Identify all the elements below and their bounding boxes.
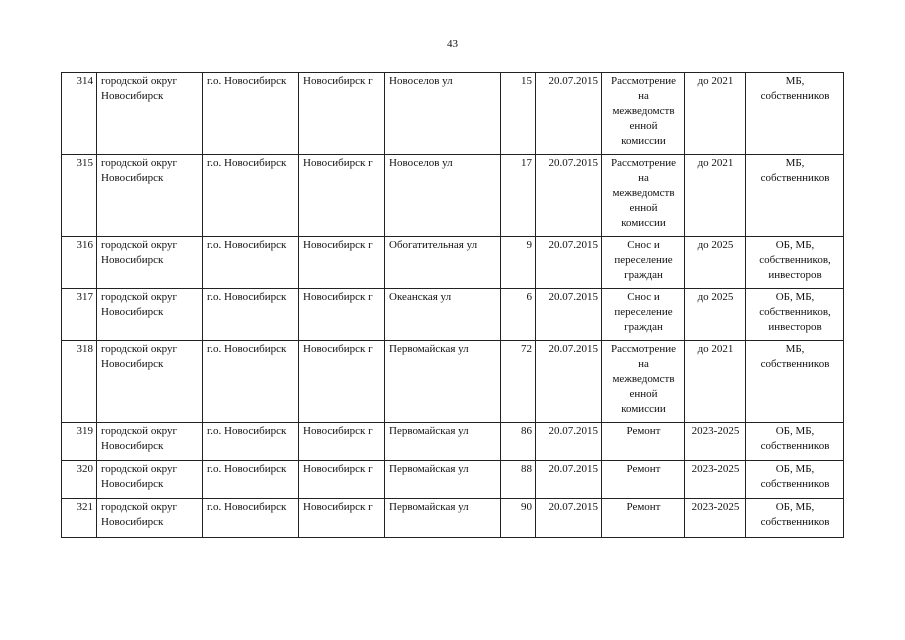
page-number: 43 [447,38,458,50]
date-cell: 20.07.2015 [536,155,602,237]
street-cell: Первомайская ул [385,423,501,461]
municipality-cell: городской округ Новосибирск [97,155,203,237]
street-cell: Океанская ул [385,289,501,341]
term-cell: до 2025 [685,237,746,289]
term-cell: 2023-2025 [685,499,746,538]
table-row [62,461,844,499]
date-cell: 20.07.2015 [536,289,602,341]
street-cell: Новоселов ул [385,155,501,237]
measure-cell: Рассмотрение на межведомств енной комиссии [602,155,685,237]
measure-cell: Рассмотрение на межведомств енной комиссии [602,341,685,423]
measure-cell: Снос и переселение граждан [602,289,685,341]
row-number: 316 [62,237,97,289]
locality-cell: Новосибирск г [299,423,385,461]
settlement-type-cell: г.о. Новосибирск [203,423,299,461]
row-number: 321 [62,499,97,538]
street-cell: Обогатительная ул [385,237,501,289]
settlement-type-cell: г.о. Новосибирск [203,499,299,538]
locality-cell: Новосибирск г [299,155,385,237]
term-cell: 2023-2025 [685,461,746,499]
street-cell: Первомайская ул [385,499,501,538]
house-number-cell: 17 [501,155,536,237]
term-cell: 2023-2025 [685,423,746,461]
municipality-cell: городской округ Новосибирск [97,423,203,461]
funding-source-cell: МБ, собственников [746,341,844,423]
settlement-type-cell: г.о. Новосибирск [203,341,299,423]
table-row [62,289,844,341]
term-cell: до 2025 [685,289,746,341]
municipality-cell: городской округ Новосибирск [97,289,203,341]
row-number: 315 [62,155,97,237]
date-cell: 20.07.2015 [536,341,602,423]
municipality-cell: городской округ Новосибирск [97,73,203,155]
measure-cell: Снос и переселение граждан [602,237,685,289]
measure-cell: Ремонт [602,423,685,461]
row-number: 319 [62,423,97,461]
locality-cell: Новосибирск г [299,499,385,538]
date-cell: 20.07.2015 [536,499,602,538]
street-cell: Первомайская ул [385,461,501,499]
house-number-cell: 86 [501,423,536,461]
housing-registry-table [61,72,844,538]
measure-cell: Ремонт [602,461,685,499]
locality-cell: Новосибирск г [299,237,385,289]
measure-cell: Рассмотрение на межведомств енной комиссии [602,73,685,155]
funding-source-cell: ОБ, МБ, собственников [746,423,844,461]
row-number: 314 [62,73,97,155]
funding-source-cell: МБ, собственников [746,155,844,237]
municipality-cell: городской округ Новосибирск [97,237,203,289]
settlement-type-cell: г.о. Новосибирск [203,289,299,341]
street-cell: Первомайская ул [385,341,501,423]
date-cell: 20.07.2015 [536,461,602,499]
measure-cell: Ремонт [602,499,685,538]
municipality-cell: городской округ Новосибирск [97,341,203,423]
date-cell: 20.07.2015 [536,237,602,289]
table-row [62,499,844,538]
locality-cell: Новосибирск г [299,73,385,155]
row-number: 317 [62,289,97,341]
table-row [62,237,844,289]
house-number-cell: 15 [501,73,536,155]
house-number-cell: 90 [501,499,536,538]
term-cell: до 2021 [685,341,746,423]
street-cell: Новоселов ул [385,73,501,155]
locality-cell: Новосибирск г [299,341,385,423]
municipality-cell: городской округ Новосибирск [97,499,203,538]
house-number-cell: 72 [501,341,536,423]
date-cell: 20.07.2015 [536,73,602,155]
term-cell: до 2021 [685,73,746,155]
funding-source-cell: ОБ, МБ, собственников, инвесторов [746,237,844,289]
house-number-cell: 9 [501,237,536,289]
table-row [62,155,844,237]
date-cell: 20.07.2015 [536,423,602,461]
row-number: 318 [62,341,97,423]
locality-cell: Новосибирск г [299,289,385,341]
funding-source-cell: МБ, собственников [746,73,844,155]
municipality-cell: городской округ Новосибирск [97,461,203,499]
funding-source-cell: ОБ, МБ, собственников [746,461,844,499]
term-cell: до 2021 [685,155,746,237]
settlement-type-cell: г.о. Новосибирск [203,237,299,289]
settlement-type-cell: г.о. Новосибирск [203,461,299,499]
house-number-cell: 88 [501,461,536,499]
table-row [62,423,844,461]
settlement-type-cell: г.о. Новосибирск [203,73,299,155]
funding-source-cell: ОБ, МБ, собственников [746,499,844,538]
table-row [62,341,844,423]
table-row [62,73,844,155]
settlement-type-cell: г.о. Новосибирск [203,155,299,237]
funding-source-cell: ОБ, МБ, собственников, инвесторов [746,289,844,341]
locality-cell: Новосибирск г [299,461,385,499]
row-number: 320 [62,461,97,499]
house-number-cell: 6 [501,289,536,341]
